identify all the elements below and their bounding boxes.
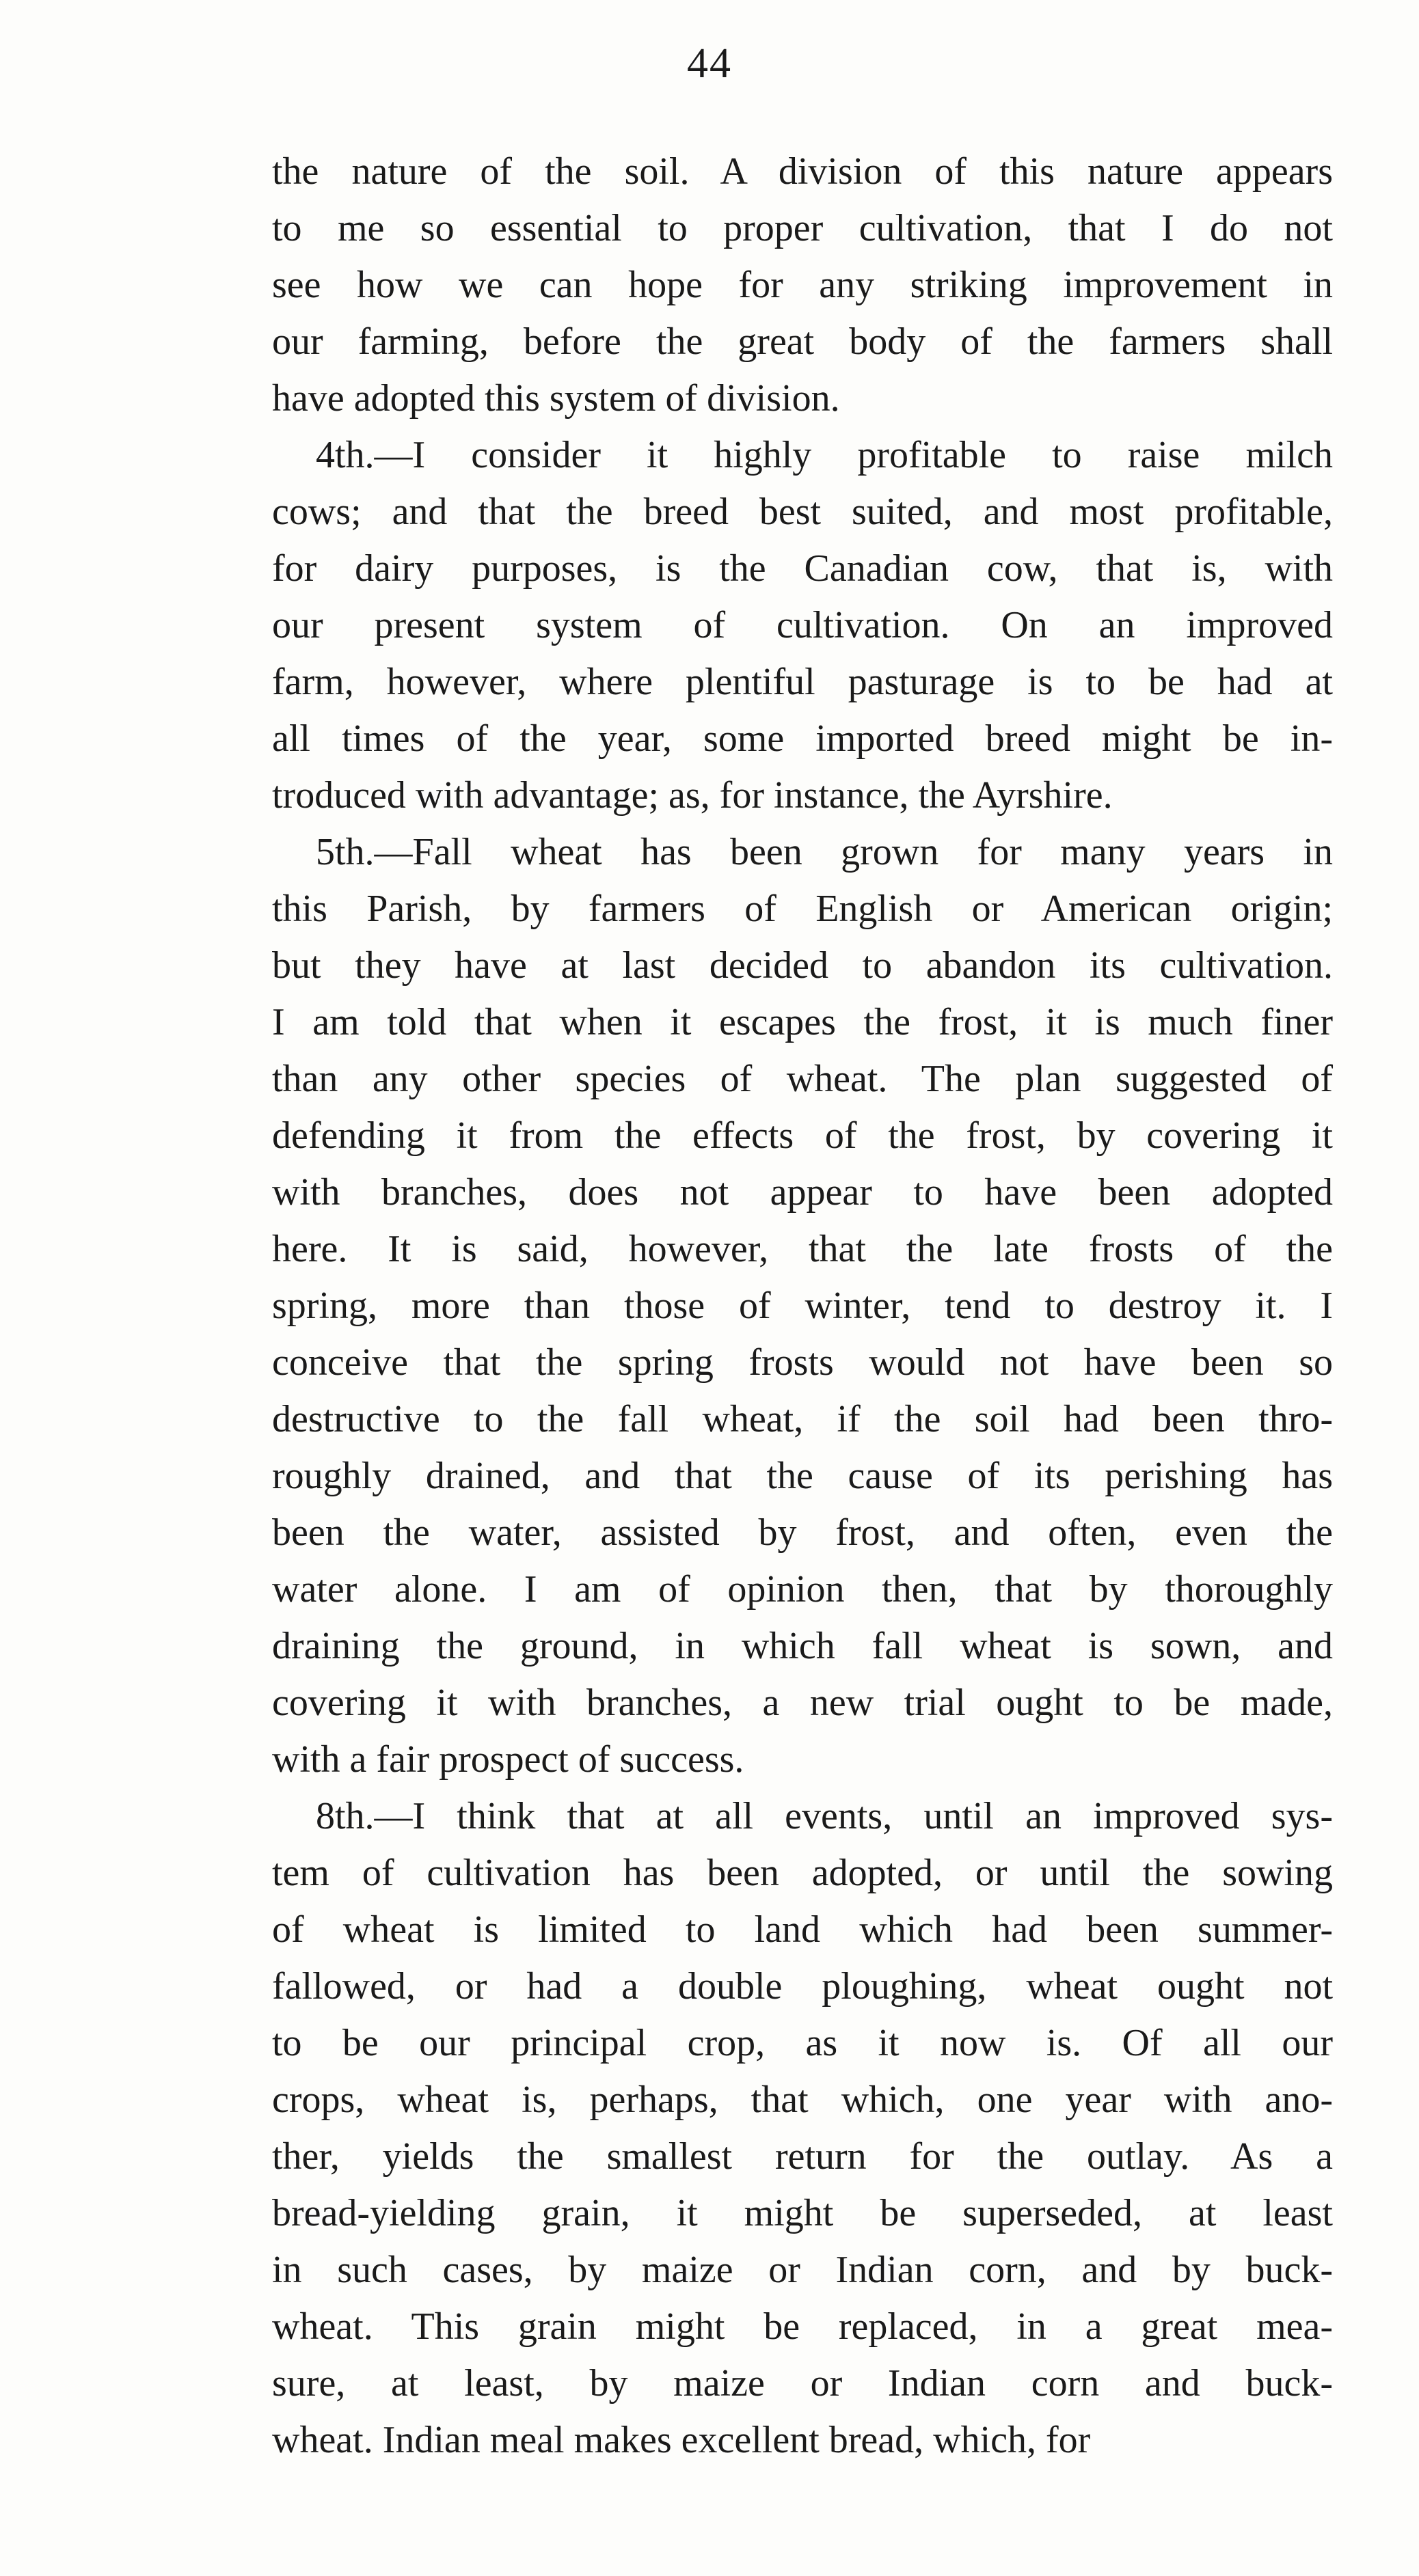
text-line: spring, more than those of winter, tend to destroy it. I [272,1285,1333,1327]
text-line: fallowed, or had a double ploughing, wheat ought not [272,1965,1333,2008]
text-line: here. It is said, however, that the late frosts of the [272,1228,1333,1270]
text-line: crops, wheat is, perhaps, that which, one year with ano- [272,2079,1333,2121]
text-line: but they have at last decided to abandon its cultivation. [272,944,1333,987]
text-line: to me so essential to proper cultivation, that I do not [272,207,1333,249]
text-line: see how we can hope for any striking improvement in [272,264,1333,306]
text-line: wheat. Indian meal makes excellent bread, which, for [272,2419,1091,2461]
text-line: the nature of the soil. A division of this nature appears [272,150,1333,193]
paragraph-p4 [272,1788,1333,2469]
text-line: wheat. This grain might be replaced, in a great mea- [272,2305,1333,2348]
text-line: for dairy purposes, is the Canadian cow, that is, with [272,547,1333,590]
text-line: conceive that the spring frosts would not have been so [272,1341,1333,1384]
text-line: than any other species of wheat. The plan suggested of [272,1058,1333,1100]
text-line: 8th.—I think that at all events, until an improved sys- [316,1795,1333,1837]
text-line: sure, at least, by maize or Indian corn and buck- [272,2362,1333,2404]
text-line: destructive to the fall wheat, if the soil had been thro- [272,1398,1333,1440]
paragraph-p1 [272,143,1333,427]
text-line: cows; and that the breed best suited, and most profitable, [272,491,1333,533]
paragraph-p2 [272,427,1333,824]
text-line: been the water, assisted by frost, and often, even the [272,1511,1333,1554]
text-line: tem of cultivation has been adopted, or until the sowing [272,1852,1333,1894]
text-line: bread-yielding grain, it might be superseded, at least [272,2192,1333,2234]
text-line: defending it from the effects of the frost, by covering it [272,1114,1333,1157]
page-number: 44 [687,40,732,87]
body-text [272,143,1333,2469]
text-line: 4th.—I consider it highly profitable to raise milch [316,434,1333,476]
text-line: of wheat is limited to land which had been summer- [272,1908,1333,1951]
text-line: with a fair prospect of success. [272,1738,744,1781]
text-line: ther, yields the smallest return for the outlay. As a [272,2135,1333,2178]
text-line: our present system of cultivation. On an improved [272,604,1333,646]
text-line: 5th.—Fall wheat has been grown for many years in [316,831,1333,873]
text-line: I am told that when it escapes the frost, it is much finer [272,1001,1333,1043]
text-line: water alone. I am of opinion then, that by thoroughly [272,1568,1333,1611]
text-line: troduced with advantage; as, for instance, the Ayrshire. [272,774,1113,817]
text-line: all times of the year, some imported breed might be in- [272,717,1333,760]
text-line: roughly drained, and that the cause of its perishing has [272,1455,1333,1497]
text-line: with branches, does not appear to have been adopted [272,1171,1333,1214]
text-line: in such cases, by maize or Indian corn, and by buck- [272,2249,1333,2291]
text-line: this Parish, by farmers of English or American origin; [272,888,1333,930]
text-line: farm, however, where plentiful pasturage is to be had at [272,661,1333,703]
paragraph-p3 [272,824,1333,1788]
text-line: covering it with branches, a new trial ought to be made, [272,1682,1333,1724]
text-line: to be our principal crop, as it now is. Of all our [272,2022,1333,2064]
text-line: draining the ground, in which fall wheat is sown, and [272,1625,1333,1667]
text-line: our farming, before the great body of the farmers shall [272,320,1333,363]
text-line: have adopted this system of division. [272,377,840,420]
